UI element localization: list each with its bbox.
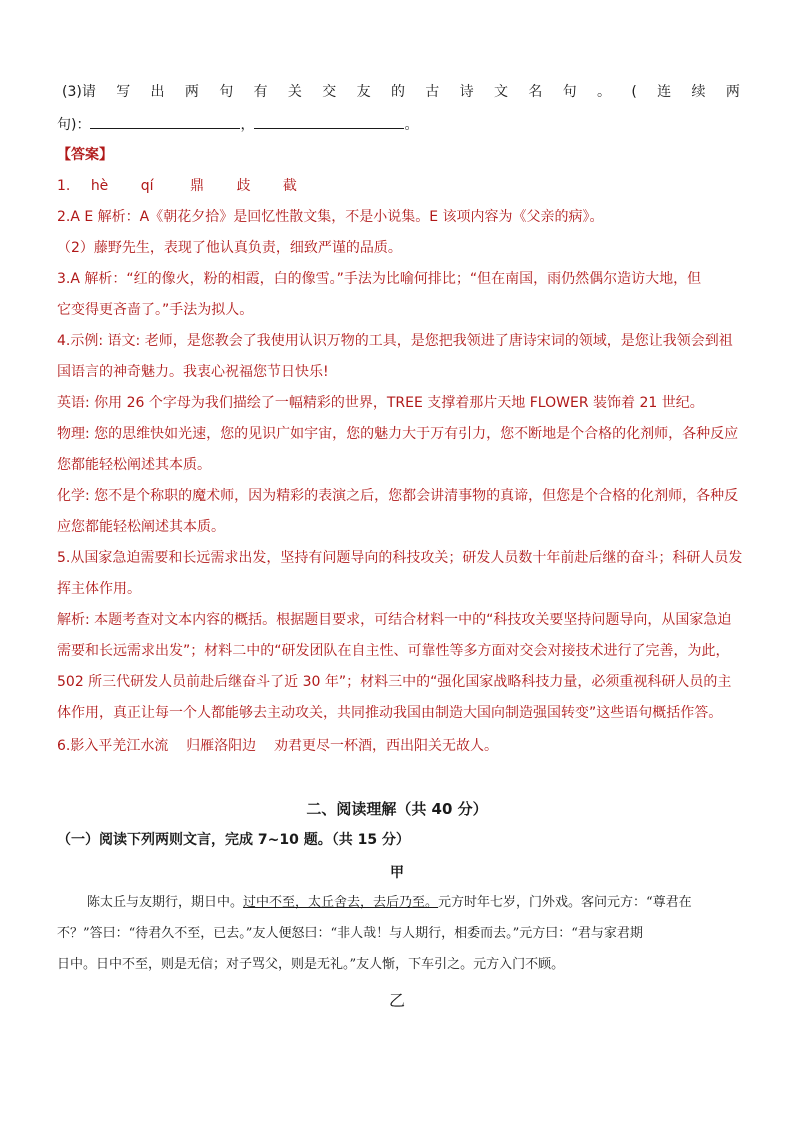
section-2-title: 二、阅读理解（共 40 分） [306,800,488,818]
answer-5-line-6: 体作用，真正让每一个人都能够去主动攻关，共同推动我国由制造大国向制造强国转变”这些语句概括作答。 [57,705,723,721]
answer-blank-1[interactable] [90,114,240,129]
answer-blank-2[interactable] [254,114,404,129]
text-b-label: 乙 [388,991,405,1010]
q3-char: 句 [219,84,234,100]
answer-1-item: hè [90,178,109,194]
q3-char: 有 [253,84,268,100]
q3-char: ( [631,84,637,100]
answer-6: 6.影入平羌江水流 归雁洛阳边 劝君更尽一杯酒，西出阳关无故人。 [57,738,498,754]
answer-1-number: 1. [57,178,71,194]
q3-char: 两 [725,84,740,100]
answer-4-line-1: 4.示例: 语文: 老师，是您教会了我使用认识万物的工具，是您把我领进了唐诗宋词的领域，是您让我领会到祖 [57,333,733,349]
answer-4-line-5: 您都能轻松阐述其本质。 [57,457,211,473]
answer-5-line-4: 需要和长远需求出发”；材料二中的“研发团队在自主性、可靠性等多方面对交会对接技术进行了完善，为此， [57,643,730,659]
answer-2-line-2: （2）藤野先生，表现了他认真负责，细致严谨的品质。 [57,240,402,256]
subsection-1-title: （一）阅读下列两则文言，完成 7~10 题。（共 15 分） [57,832,410,848]
answer-header: 【答案】 [57,147,113,163]
passage-underlined-text: 过中不至，太丘舍去，去后乃至。 [243,895,439,910]
answer-1-item: qí [140,178,154,194]
q3-char: 交 [322,84,337,100]
question-3-line-1 [62,82,740,102]
q3-char: 友 [356,84,371,100]
answer-1-item: 鼎 [190,178,204,194]
answer-3-line-1: 3.A 解析：“红的像火，粉的相霞，白的像雪。”手法为比喻何排比；“但在南国，雨仍然偶尔造访大地，但 [57,271,702,287]
q3-char: 。 [597,84,611,100]
q3-char: 两 [184,84,199,100]
answer-1-item: 截 [282,178,297,194]
q3-line2-prefix: 句)： [57,117,91,133]
passage-line-1 [87,893,692,913]
answer-4-line-7: 应您都能轻松阐述其本质。 [57,519,225,535]
q3-line2-comma: ， [240,117,255,133]
q3-char: 诗 [459,84,474,100]
answer-4-line-3: 英语: 你用 26 个字母为我们描绘了一幅精彩的世界，TREE 支撑着那片天地 FLOWER 装饰着 21 世纪。 [57,395,704,411]
passage-text: 元方时年七岁，门外戏。客问元方：“尊君在 [438,895,692,910]
answer-5-line-3: 解析: 本题考查对文本内容的概括。根据题目要求，可结合材料一中的“科技攻关要坚持问题导向，从国家急迫 [57,612,732,628]
passage-text: 陈太丘与友期行，期日中。 [87,895,244,910]
q3-char: 写 [116,84,131,100]
answer-4-line-2: 国语言的神奇魅力。我衷心祝福您节日快乐! [57,364,329,380]
question-3-line-2 [57,114,418,135]
text-a-label: 甲 [390,865,404,881]
q3-char: 续 [691,84,706,100]
q3-char: 关 [287,84,302,100]
q3-char: 名 [528,84,543,100]
answer-5-line-5: 502 所三代研发人员前赴后继奋斗了近 30 年”；材料三中的“强化国家战略科技力量，必须重视科研人员的主 [57,674,732,690]
answer-4-line-4: 物理: 您的思维快如光速，您的见识广如宇宙，您的魅力大于万有引力，您不断地是个合格的化剂师，各种反应 [57,426,739,442]
passage-line-2: 不？”答曰：“待君久不至，已去。”友人便怒曰：“非人哉！与人期行，相委而去。”元方曰：“君与家君期 [57,926,643,941]
q3-char: 句 [562,84,577,100]
q3-char: 出 [150,84,165,100]
q3-char: (3)请 [62,84,96,100]
q3-char: 的 [390,84,405,100]
q3-line2-end: 。 [404,117,419,133]
answer-1 [57,176,297,196]
q3-char: 连 [657,84,672,100]
answer-3-line-2: 它变得更吝啬了。”手法为拟人。 [57,302,254,318]
q3-char: 文 [493,84,508,100]
answer-2-line-1: 2.A E 解析：A《朝花夕拾》是回忆性散文集，不是小说集。E 该项内容为《父亲的病》。 [57,209,604,225]
answer-4-line-6: 化学: 您不是个称职的魔术师，因为精彩的表演之后，您都会讲清事物的真谛，但您是个合格的化剂师，各种反 [57,488,739,504]
q3-char: 古 [425,84,440,100]
answer-5-line-2: 挥主体作用。 [57,581,141,597]
answer-5-line-1: 5.从国家急迫需要和长远需求出发，坚持有问题导向的科技攻关；研发人员数十年前赴后继的奋斗；科研人员发 [57,550,743,566]
passage-line-3: 日中。日中不至，则是无信；对子骂父，则是无礼。”友人惭，下车引之。元方入门不顾。 [57,957,565,972]
answer-1-item: 歧 [236,178,251,194]
